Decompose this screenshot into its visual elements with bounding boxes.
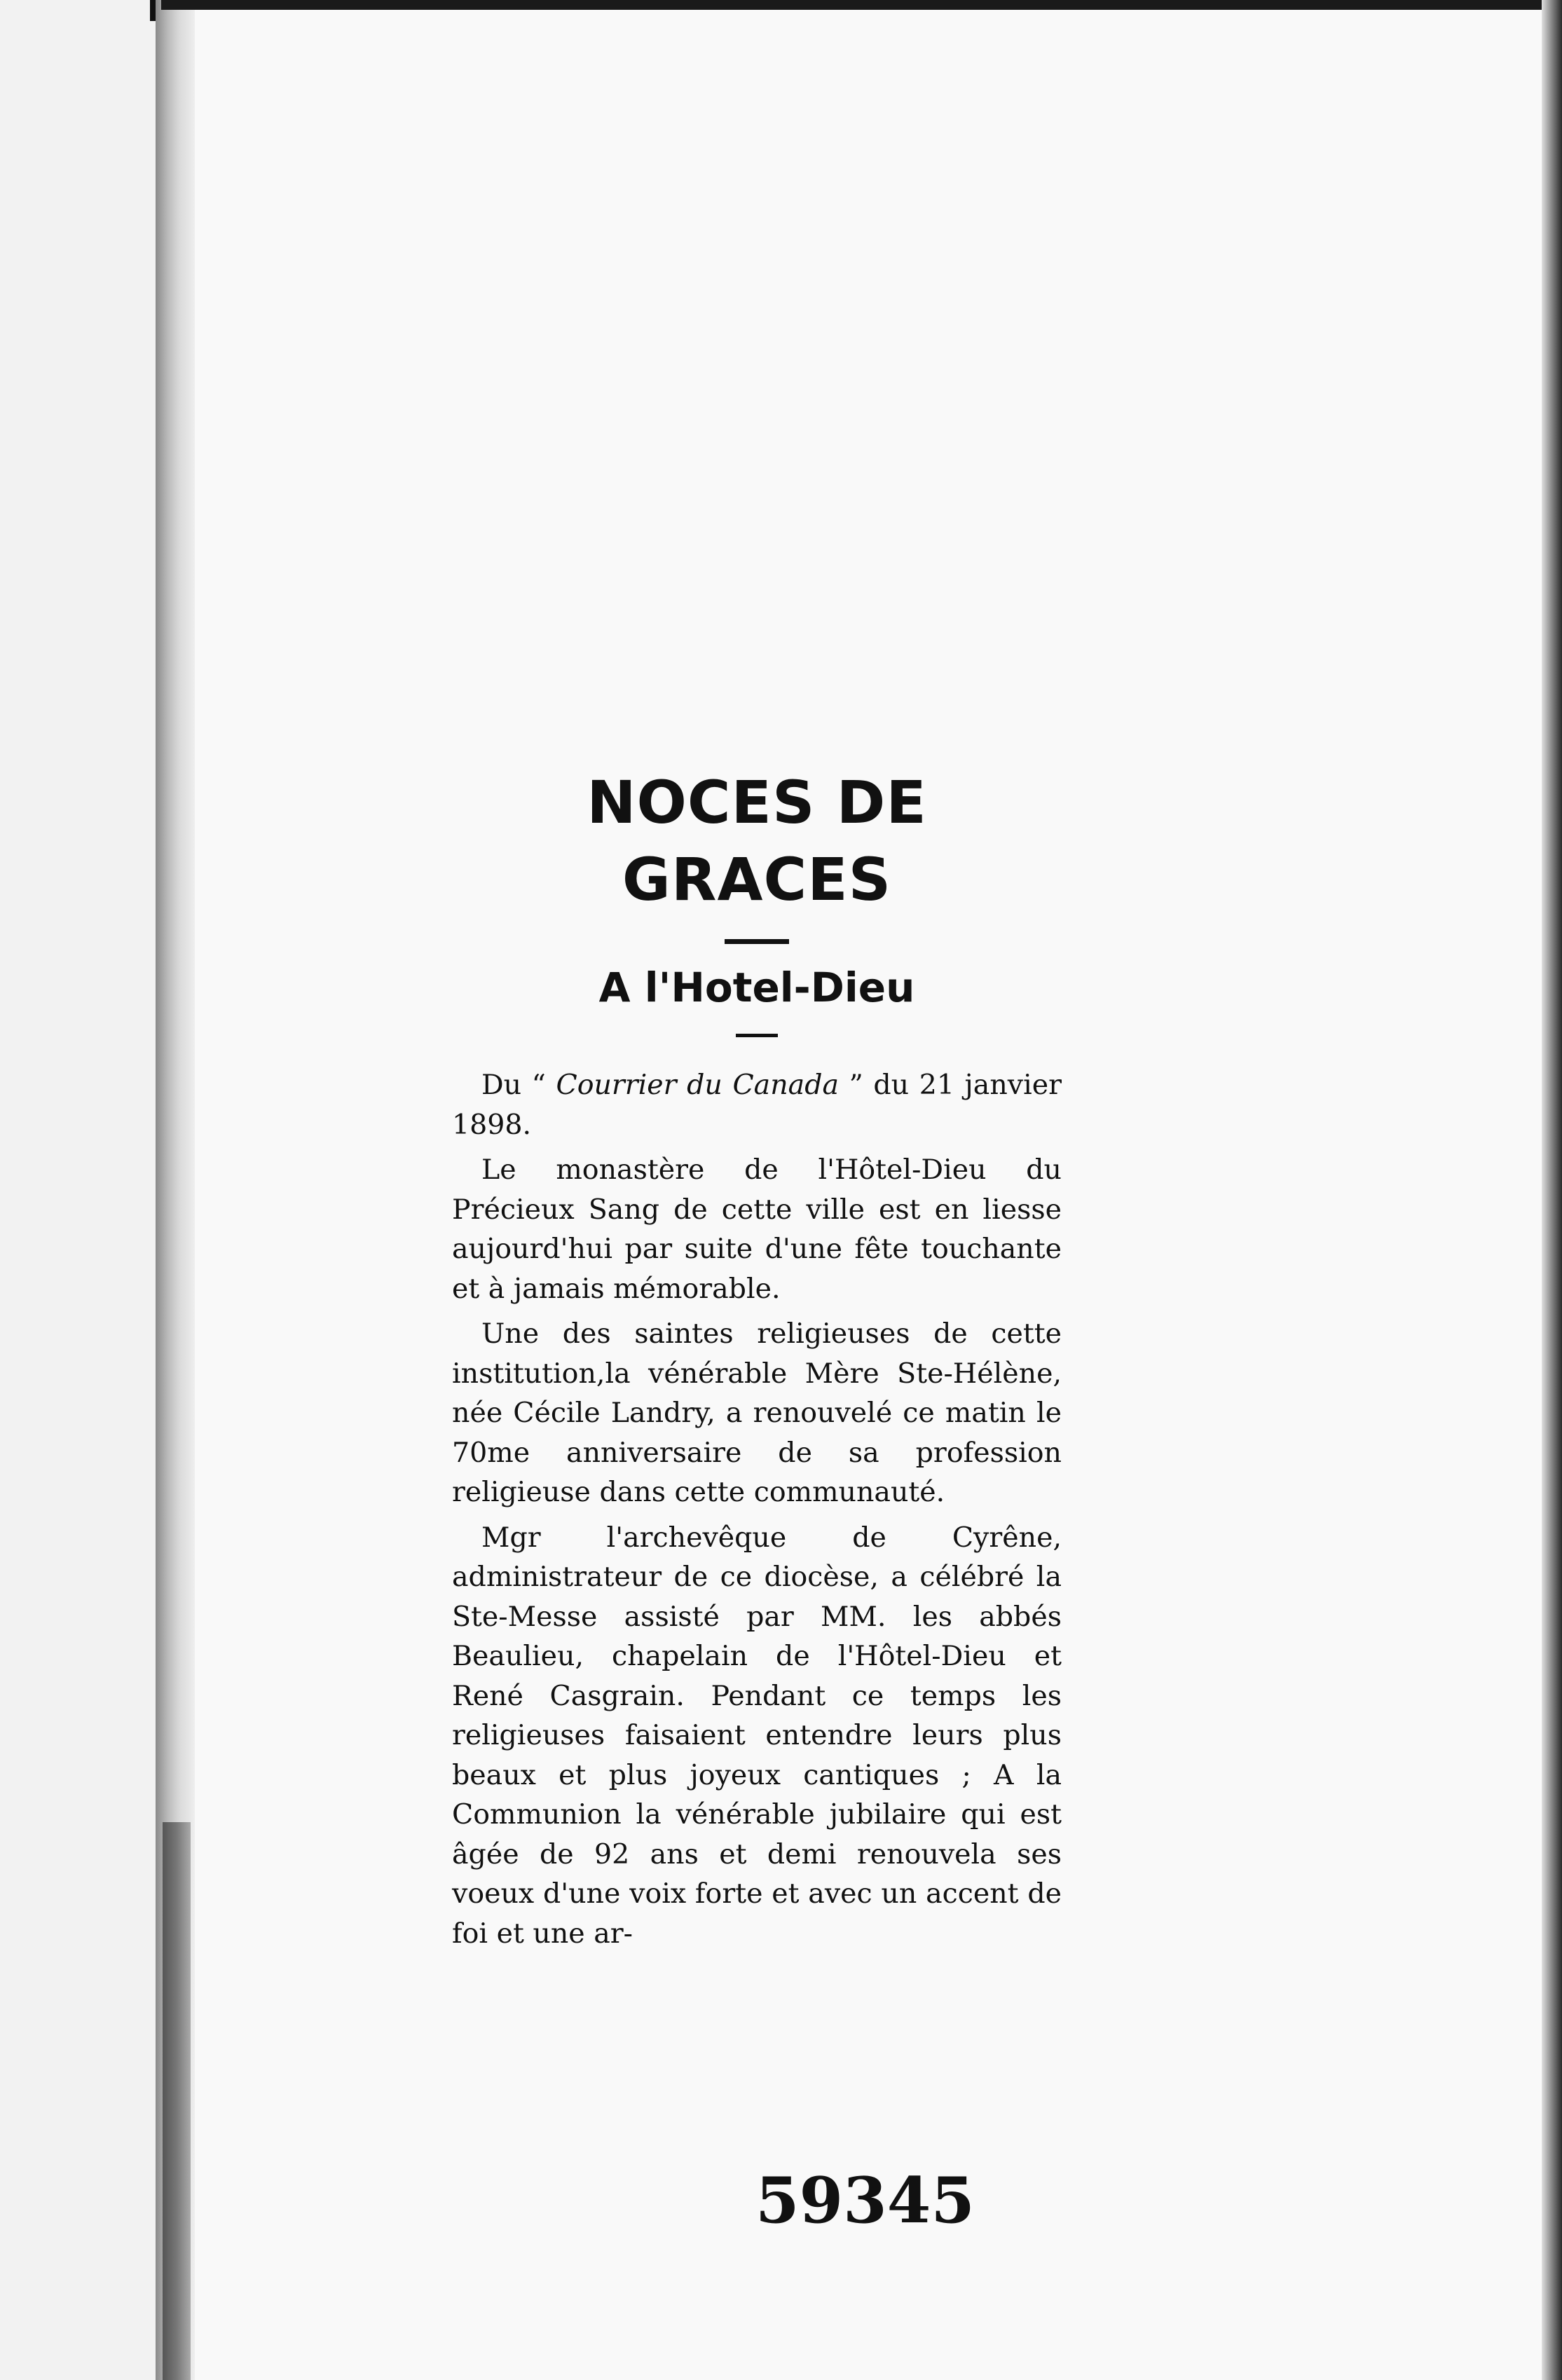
article-body bbox=[452, 1065, 1062, 1953]
source-name: Courrier du Canada bbox=[556, 1069, 840, 1101]
stamp-number: 59345 bbox=[755, 2163, 975, 2238]
binding-shadow-lower bbox=[163, 1822, 191, 2380]
subtitle-divider bbox=[736, 1034, 778, 1037]
page-right-edge bbox=[1542, 0, 1562, 2380]
paragraph-3: Mgr l'archevêque de Cyrêne, administrateur de ce diocèse, a célébré la Ste-Messe assisté par MM. les abbés Beaulieu, chapelain de l'Hôtel-Dieu et René Casgrain. Pendant ce temps les religieuses faisaient entendre leurs plus beaux et plus joyeux cantiques ; A la Communion la vénérable jubilaire qui est âgée de 92 ans et demi renouvela ses voeux d'une voix forte et avec un accent de foi et une ar- bbox=[452, 1521, 1062, 1950]
source-line bbox=[452, 1065, 1062, 1144]
source-prefix: Du “ bbox=[481, 1069, 556, 1101]
paragraph-2: Une des saintes religieuses de cette institution,la vénérable Mère Ste-Hélène, née Cécile Landry, a renouvelé ce matin le 70me anniversaire de sa profession religieuse dans cette communauté. bbox=[452, 1318, 1062, 1508]
page-title: NOCES DE GRACES bbox=[587, 768, 927, 914]
source-suffix: ” du 21 janvier 1898. bbox=[452, 1069, 1062, 1141]
title-divider bbox=[725, 939, 789, 944]
page-subtitle: A l'Hotel-Dieu bbox=[598, 964, 915, 1011]
left-blank-page bbox=[0, 0, 156, 2380]
page-top-edge bbox=[161, 0, 1562, 10]
paragraph-1: Le monastère de l'Hôtel-Dieu du Précieux Sang de cette ville est en liesse aujourd'hui par suite d'une fête touchante et à jamais mémorable. bbox=[452, 1154, 1062, 1305]
text-column bbox=[452, 764, 1062, 1959]
